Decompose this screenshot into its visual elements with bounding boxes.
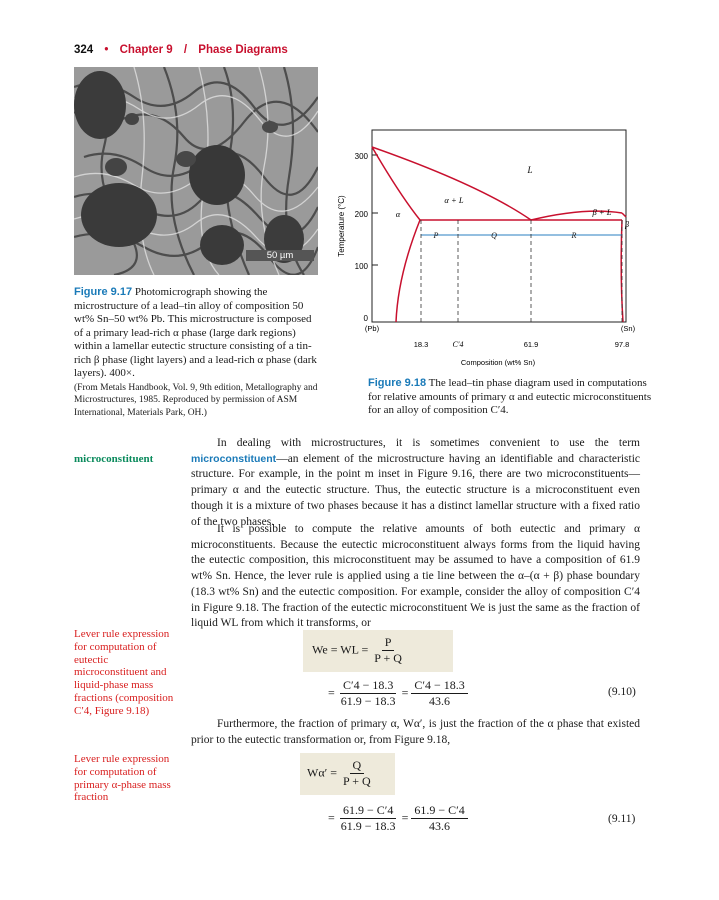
micrograph-texture: [74, 67, 318, 275]
eq910-frac1: [371, 635, 405, 666]
figure-9-18-label: Figure 9.18: [368, 377, 427, 389]
eq910-f1-num: P: [382, 635, 395, 651]
tie-label-q: Q: [491, 231, 497, 240]
paragraph-3: Furthermore, the fraction of primary α, Wα′, is just the fraction of the α phase that existed prior to the eutectic transformation or, from Figure 9.18,: [191, 718, 640, 746]
xval-c4: C′4: [452, 340, 464, 349]
eq910-eq2: =: [401, 685, 409, 700]
running-header: [74, 44, 288, 56]
tie-label-r: R: [571, 231, 577, 240]
eq911-f2-num: 61.9 − C′4: [340, 803, 396, 819]
phase-diagram: [330, 125, 650, 380]
eq911-f2-den: 61.9 − 18.3: [340, 819, 396, 833]
figure-9-18-text: The lead–tin phase diagram used in computations for relative amounts of primary α and eutectic microconstituents for an alloy of composition C′4.: [368, 377, 652, 416]
equation-9-10-line1: [312, 635, 405, 666]
x-axis-label: Composition (wt% Sn): [460, 358, 536, 367]
eq911-frac3: [411, 803, 467, 834]
eq911-frac2: [338, 803, 399, 834]
equation-9-11-number: (9.11): [608, 813, 636, 825]
equation-9-10-line2: [328, 678, 468, 709]
figure-9-17-credit: (From Metals Handbook, Vol. 9, 9th edition, Metallography and Microstructures, 1985. Reproduced by permission of ASM International, Materials Park, OH.): [74, 382, 318, 418]
tie-label-p: P: [433, 231, 439, 240]
eq911-eq2: =: [401, 810, 409, 825]
eq910-f2-num: C′4 − 18.3: [340, 678, 396, 694]
figure-9-17-text: Photomicrograph showing the microstructure of a lead–tin alloy of composition 50 wt% Sn–50 wt% Pb. This microstructure is composed of a primary lead-rich α phase (large dark regions) within a lamellar eutectic structure consisting of a tin-rich β phase (light layers) and a lead-rich α phase (dark layers). 400×.: [74, 286, 317, 379]
ytick-label-200: 200: [354, 210, 368, 219]
solvus-left: [396, 220, 420, 322]
margin-note-lever-rule-eutectic: Lever rule expression for computation of eutectic microconstituent and liquid-phase mass fractions (composition C′4, Figure 9.18): [74, 628, 174, 717]
chapter-title: Chapter 9: [119, 44, 173, 56]
y-axis-label: Temperature (°C): [337, 195, 346, 257]
plot-frame: [372, 130, 626, 322]
section-title: Phase Diagrams: [198, 44, 288, 56]
region-alpha: α: [395, 209, 401, 219]
xval-18-3: 18.3: [413, 340, 429, 349]
eq910-frac2: [338, 678, 399, 709]
region-beta: β: [625, 220, 629, 229]
eq911-f1-num: Q: [350, 758, 365, 774]
eq911-f3-num: 61.9 − C′4: [411, 803, 467, 819]
eq910-f3-num: C′4 − 18.3: [411, 678, 467, 694]
xval-97-8: 97.8: [614, 340, 630, 349]
sn-end-label: (Sn): [620, 324, 636, 333]
eq910-frac3: [411, 678, 467, 709]
margin-note-lever-rule-primary: Lever rule expression for computation of primary α-phase mass fraction: [74, 753, 171, 804]
equation-9-11-line1: [307, 758, 374, 789]
eq911-frac1: [340, 758, 374, 789]
equation-9-11-line2: [328, 803, 468, 834]
pb-end-label: (Pb): [364, 324, 380, 333]
eq911-f3-den: 43.6: [429, 819, 451, 833]
solidus-right: [622, 213, 626, 217]
figure-9-18-caption: [368, 377, 658, 418]
figure-9-17-caption: [74, 286, 322, 419]
figure-9-17-label: Figure 9.17: [74, 286, 133, 298]
header-slash: /: [183, 44, 188, 56]
eq911-lhs: Wα′ =: [307, 765, 338, 780]
equation-9-10-number: (9.10): [608, 686, 636, 698]
eq910-lhs: We = WL =: [312, 642, 369, 657]
margin-term-microconstituent: microconstituent: [74, 453, 154, 465]
paragraph-1-rest: —an element of the microstructure having an identifiable and characteristic structure. For example, in the point m inset in Figure 9.16, there are two microconstituents—primary α and the eutectic structure. Thus, the eutectic structure is a microconstituent even though it is a mixture of two phases because it has a distinct lamellar structure with a fixed ratio of the two phases.: [191, 452, 640, 528]
ytick-label-300: 300: [354, 152, 368, 161]
eq910-f1-den: P + Q: [374, 651, 402, 665]
ytick-label-100: 100: [354, 262, 368, 271]
region-L: L: [527, 165, 533, 175]
region-beta-L: β + L: [592, 207, 612, 217]
ytick-label-0: 0: [363, 314, 368, 323]
eq910-eq1: =: [328, 685, 335, 700]
xval-61-9: 61.9: [523, 340, 539, 349]
header-bullet: •: [104, 44, 109, 56]
paragraph-2: It is possible to compute the relative amounts of both eutectic and primary α microconstituents. Because the eutectic microconstituent always forms from the liquid having the eutectic composition, this microconstituent may be assumed to have a composition of 61.9 wt% Sn. Hence, the lever rule is applied using a tie line between the α–(α + β) phase boundary (18.3 wt% Sn) and the eutectic composition. For example, consider the alloy of composition C′4 in Figure 9.18. The fraction of the eutectic microconstituent We is just the same as the fraction of liquid WL from which it transforms, or: [191, 523, 640, 630]
scale-bar-label: 50 µm: [246, 250, 314, 261]
term-microconstituent: microconstituent: [191, 452, 277, 465]
eq911-eq1: =: [328, 810, 335, 825]
micrograph-image: [74, 67, 318, 275]
paragraph-1: [191, 436, 640, 530]
page-number: 324: [74, 44, 94, 56]
paragraph-1-lead: In dealing with microstructures, it is sometimes convenient to use the term: [217, 437, 640, 449]
region-alpha-L: α + L: [444, 195, 464, 205]
eq911-f1-den: P + Q: [343, 774, 371, 788]
eq910-f3-den: 43.6: [429, 694, 451, 708]
eq910-f2-den: 61.9 − 18.3: [340, 694, 396, 708]
